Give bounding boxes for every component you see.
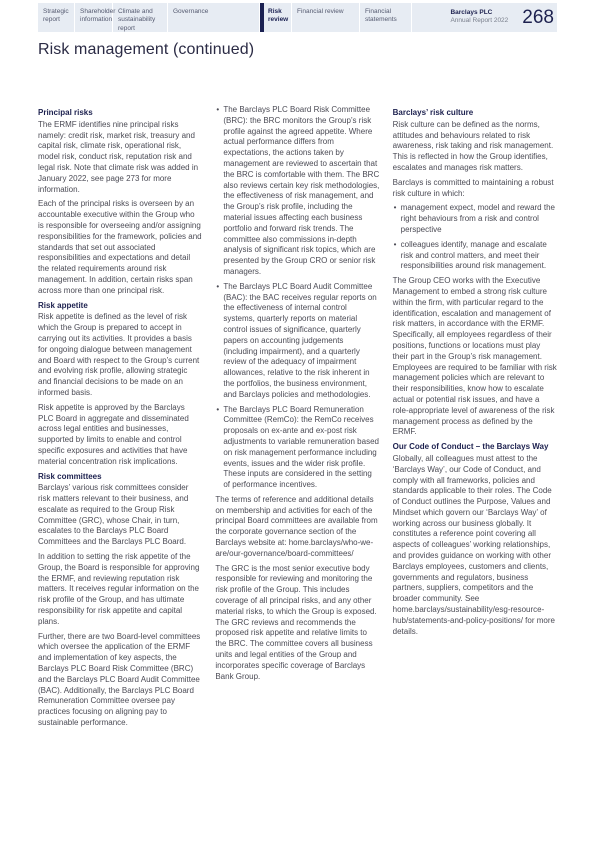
tab-label: Risk review <box>268 8 289 24</box>
brand-block <box>450 3 508 32</box>
tab-risk-review[interactable] <box>260 3 292 32</box>
bullet-item <box>215 105 379 278</box>
bullet-marker-icon: • <box>216 281 220 291</box>
bullet-item <box>215 282 379 401</box>
page-number: 268 <box>522 7 554 28</box>
paragraph: Further, there are two Board-level committees which oversee the application of the ERMF and implementation of key aspects, the Barclays PLC Board Risk Committee (BRC) and the Barclays PLC Board Audit Committee (BAC). Additionally, the Barclays PLC Board Remuneration Committee oversee pay practices focusing on aligning pay to sustainable performance. <box>38 631 201 728</box>
bullet-text: The Barclays PLC Board Remuneration Committee (RemCo): the RemCo receives proposals on ex-ante and ex-post risk adjustments to variable remuneration based on risk management performance including events, issues and the wider risk profile. These inputs are considered in the setting of performance incentives. <box>223 404 379 490</box>
tab-label: Financial review <box>297 8 344 15</box>
content-columns <box>38 105 557 733</box>
bullet-item <box>393 203 557 235</box>
section-heading: Barclays’ risk culture <box>392 108 474 117</box>
tab-label: Strategic report <box>43 8 69 24</box>
tab-label: Climate and sustainability report <box>118 8 156 32</box>
bullet-text: management expect, model and reward the right behaviours from a risk and control perspective <box>400 203 555 234</box>
tab-label: Shareholder information <box>80 8 116 24</box>
column-1 <box>38 105 202 733</box>
tab-climate-and-sustainability-report[interactable] <box>113 3 168 32</box>
paragraph: In addition to setting the risk appetite of the Group, the Board is responsible for approving the ERMF, and reviewing reputation risk matters. It receives regular information on the risk profile of the Group, and has ultimate responsibility for risk appetite and capital plans. <box>38 552 200 626</box>
header <box>38 3 557 32</box>
paragraph: Barclays’ various risk committees consider risk matters relevant to their business, and escalate as required to the Group Risk Committee (GRC), whose Chair, in turn, escalates to the Barclays PLC Board Committees and the Barclays PLC Board. <box>38 483 189 547</box>
paragraph: Risk appetite is approved by the Barclays PLC Board in aggregate and disseminated across legal entities and businesses, supported by limits to enable and control specific exposures and activities that have material concentration risk implications. <box>38 402 189 466</box>
brand-name: Barclays PLC <box>450 9 493 16</box>
section-heading: Risk appetite <box>38 300 88 310</box>
section-heading: Our Code of Conduct – the Barclays Way <box>392 442 549 452</box>
tab-shareholder-information[interactable] <box>75 3 116 32</box>
section-heading: Risk committees <box>38 471 102 481</box>
paragraph: Each of the principal risks is overseen by an accountable executive within the Group who is responsible for overseeing and/or assigning responsibilities for the framework, policies and standards that set out associated responsibilities and expectations and detail the related requirements around risk management. In addition, certain risks span across more than one principal risk. <box>38 199 202 295</box>
tab-strategic-report[interactable] <box>38 3 75 32</box>
section-heading: Principal risks <box>38 108 93 117</box>
paragraph: The terms of reference and additional details on membership and activities for each of the principal Board committees are available from the corporate governance section of the Barclays website at: home.barclays/who-we-are/our-governance/board-committees/ <box>215 494 378 558</box>
bullet-marker-icon: • <box>216 105 220 114</box>
paragraph: Risk appetite is defined as the level of risk which the Group is prepared to accept in carrying out its activities. It provides a basis for ongoing dialogue between management and Board with respect to the Group’s current and evolving risk profile, allowing strategic and financial decisions to be made on an informed basis. <box>38 312 200 397</box>
bullet-marker-icon: • <box>393 203 397 213</box>
bullet-marker-icon: • <box>216 404 220 414</box>
paragraph: The GRC is the most senior executive body responsible for reviewing and monitoring the risk profile of the Group. This includes coverage of all principal risks, and any other material risks, to which the Group is exposed. The GRC reviews and recommends the proposed risk appetite and relative limits to the BRC. The committee covers all business units and legal entities of the Group and incorporates specific coverage of Barclays Bank Group. <box>215 563 377 681</box>
bullet-item <box>215 405 379 491</box>
tab-governance[interactable] <box>168 3 260 32</box>
header-spacer <box>412 3 450 32</box>
header-tabs <box>38 3 412 32</box>
paragraph: The ERMF identifies nine principal risks namely: credit risk, market risk, treasury and capital risk, climate risk, operational risk, model risk, conduct risk, reputation risk and legal risk. Note that climate risk was added in January 2022, see page 273 for more information. <box>38 119 199 194</box>
bullet-item <box>393 240 557 272</box>
page-title: Risk management (continued) <box>38 41 255 58</box>
bullet-text: The Barclays PLC Board Audit Committee (BAC): the BAC receives regular reports on the effectiveness of internal control systems, quarterly reports on material control issues of significance, quarterly papers on accounting judgements (including impairment), and a quarterly review of the adequacy of impairment allowances, relative to the risk inherent in the portfolios, the business environment, and Barclays policies and methodologies. <box>223 281 377 399</box>
brand-report-title: Annual Report 2022 <box>450 17 509 25</box>
bullet-marker-icon: • <box>393 239 397 249</box>
paragraph: Globally, all colleagues must attest to the ‘Barclays Way’, our Code of Conduct, and comply with all frameworks, policies and standards applicable to their roles. The Code of Conduct outlines the Purpose, Values and Mindset which govern our ‘Barclays Way’ of working across our business globally. It constitutes a reference point covering all aspects of colleagues’ working relationships, and provides guidance on working with other Barclays employees, customers and clients, governments and regulators, business partners, suppliers, competitors and the broader community. See home.barclays/sustainability/esg-resource-hub/statements-and-policy-positions/ for more details. <box>392 453 555 636</box>
column-2 <box>215 105 379 733</box>
tab-financial-statements[interactable] <box>360 3 412 32</box>
tab-label: Governance <box>173 8 209 15</box>
bullet-text: The Barclays PLC Board Risk Committee (BRC): the BRC monitors the Group’s risk profile against the agreed appetite. Where actual performance differs from expectations, the actions taken by management are reviewed to ascertain that the BRC is comfortable with them. The BRC also reviews certain key risk methodologies, the effectiveness of risk management, and the Group’s risk profile, including the material issues affecting each business portfolio and forward risk trends. The committee also commissions in-depth analysis of significant risk topics, which are presented by the Group CRO or senior risk managers. <box>223 105 380 276</box>
tab-financial-review[interactable] <box>292 3 360 32</box>
column-3 <box>393 105 557 733</box>
paragraph: Barclays is committed to maintaining a robust risk culture in which: <box>392 177 554 198</box>
paragraph: Risk culture can be defined as the norms, attitudes and behaviours related to risk awareness, risk taking and risk management. This is reflected in how the Group identifies, escalates and manages risk matters. <box>392 119 554 172</box>
bullet-text: colleagues identify, manage and escalate risk and control matters, and meet their responsibilities around risk management. <box>400 239 547 271</box>
tab-label: Financial statements <box>365 8 397 24</box>
paragraph: The Group CEO works with the Executive Management to embed a strong risk culture within the firm, with particular regard to the identification, escalation and management of risk matters, in accordance with the ERMF. Specifically, all employees regardless of their positions, functions or locations must play their part in the Group’s risk management. Employees are required to be familiar with risk management policies which are relevant to their responsibilities, know how to escalate actual or potential risk issues, and have a role-appropriate level of awareness of the risk management process as defined by the ERMF. <box>392 276 557 437</box>
